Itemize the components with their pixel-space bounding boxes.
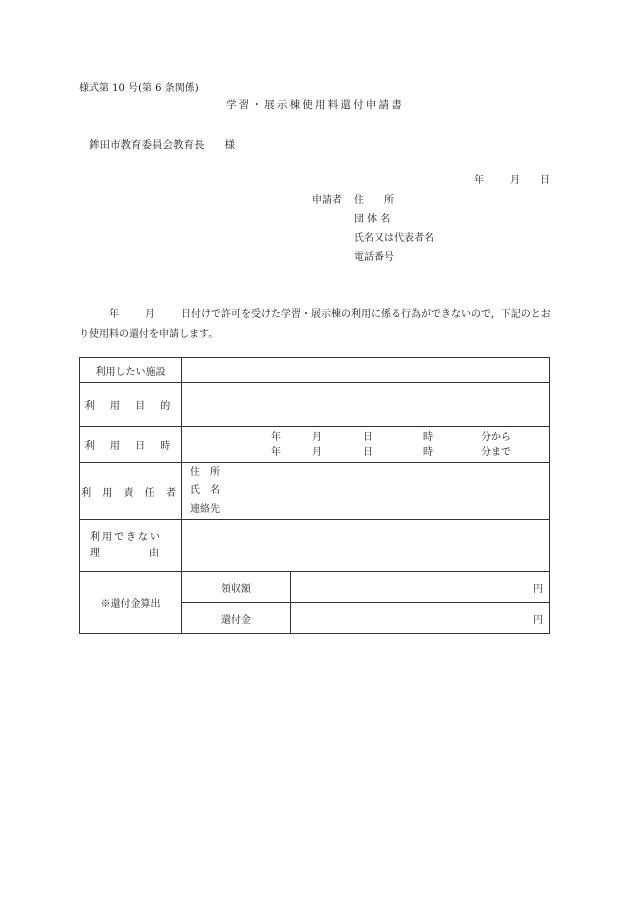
manager-row [80, 463, 550, 520]
datetime-to-month: 月 [312, 447, 322, 458]
refund-currency: 円 [533, 614, 543, 626]
manager-address-label: 住 所 [190, 467, 220, 478]
purpose-field[interactable] [182, 383, 550, 427]
facility-field[interactable] [182, 358, 550, 383]
datetime-to-minute: 分まで [481, 447, 511, 458]
date-month: 月 [510, 175, 520, 186]
datetime-from-month: 月 [312, 432, 322, 443]
datetime-from-minute: 分から [481, 432, 511, 443]
addressee-honorific: 様 [224, 139, 235, 151]
document-title: 学習・展示棟使用料還付申請書 [226, 99, 404, 111]
statement-month: 月 [145, 309, 155, 320]
datetime-to-hour: 時 [423, 447, 433, 458]
manager-field[interactable] [182, 463, 550, 520]
addressee [89, 140, 235, 151]
applicant-group: 団 体 名 [354, 214, 391, 225]
receipt-currency: 円 [533, 583, 543, 595]
datetime-label: 利 用 日 時 [80, 427, 182, 463]
addressee-name: 鉾田市教育委員会教育長 [89, 139, 205, 151]
date-line [474, 176, 550, 186]
applicant-address: 住 所 [354, 195, 394, 206]
facility-row [80, 358, 550, 383]
datetime-to-year: 年 [271, 447, 281, 458]
receipt-amount-field[interactable] [291, 572, 550, 603]
reason-row [80, 520, 550, 572]
reason-label-ri: 理 [90, 548, 100, 559]
manager-contact-label: 連絡先 [190, 504, 220, 515]
receipt-label: 領収額 [182, 572, 291, 603]
reason-label-cell [80, 520, 182, 572]
reason-label-line1: 利用できない [90, 532, 162, 543]
form-number: 様式第 10 号(第 6 条関係) [79, 83, 199, 94]
manager-label: 利 用 責 任 者 [80, 463, 182, 520]
refund-calc-label: ※還付金算出 [80, 572, 182, 634]
applicant-label: 申請者 [312, 195, 342, 206]
purpose-label: 利 用 目 的 [80, 383, 182, 427]
datetime-from-year: 年 [271, 432, 281, 443]
purpose-row [80, 383, 550, 427]
applicant-name: 氏名又は代表者名 [354, 233, 434, 244]
datetime-from-day: 日 [363, 432, 373, 443]
refund-amount-label: 還付金 [182, 603, 291, 634]
reason-field[interactable] [182, 520, 550, 572]
datetime-field[interactable] [182, 427, 550, 463]
facility-label: 利用したい施設 [80, 358, 182, 383]
date-year: 年 [474, 175, 484, 186]
application-statement [79, 305, 551, 345]
manager-name-label: 氏 名 [190, 485, 220, 496]
date-day: 日 [540, 175, 550, 186]
application-table [79, 357, 550, 634]
datetime-row [80, 427, 550, 463]
applicant-phone: 電話番号 [354, 252, 394, 263]
statement-text: 日付けで許可を受けた学習・展示棟の利用に係る行為ができないので，下記のとおり使用料の還付を申請します。 [79, 309, 551, 340]
reason-label-yu: 由 [149, 548, 159, 559]
refund-amount-field[interactable] [291, 603, 550, 634]
datetime-to-day: 日 [363, 447, 373, 458]
receipt-row [80, 572, 550, 603]
statement-year: 年 [109, 309, 119, 320]
datetime-from-hour: 時 [423, 432, 433, 443]
